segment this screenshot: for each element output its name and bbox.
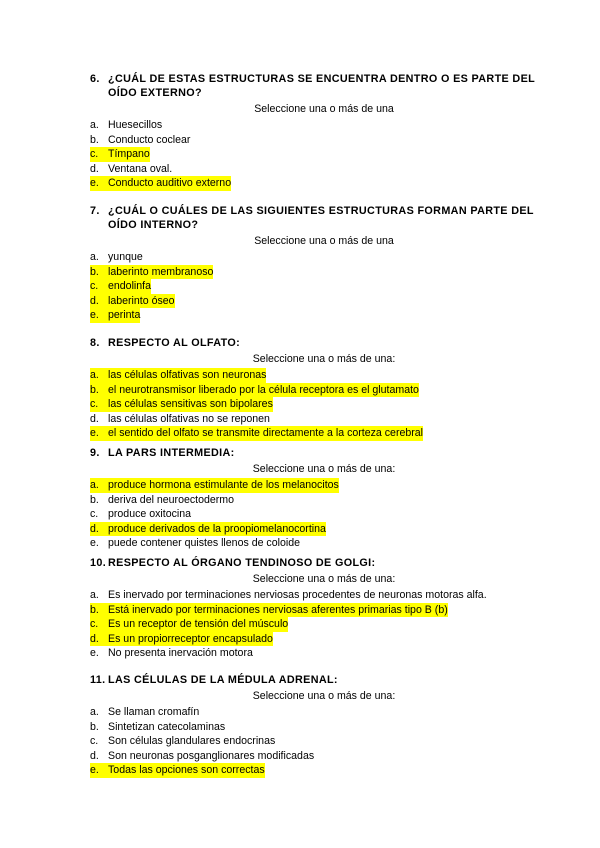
option-letter: b. — [90, 493, 99, 506]
question-title: RESPECTO AL OLFATO: — [108, 337, 241, 349]
option-b — [90, 265, 540, 280]
option-letter: a. — [90, 706, 99, 718]
question-9 — [90, 446, 540, 551]
question-heading — [90, 673, 540, 687]
option-a — [90, 118, 540, 133]
option-a — [90, 705, 540, 720]
option-text: Es un receptor de tensión del músculo — [108, 618, 289, 631]
option-text: laberinto membranoso — [108, 265, 214, 278]
option-text: Es inervado por terminaciones nerviosas procedentes de neuronas motoras alfa. — [108, 589, 487, 601]
option-c — [90, 279, 540, 294]
option-letter: e. — [90, 537, 99, 550]
option-letter: b. — [90, 603, 108, 618]
question-heading — [90, 204, 540, 232]
question-8 — [90, 336, 540, 441]
option-a — [90, 588, 540, 603]
option-b — [90, 493, 540, 508]
option-b — [90, 133, 540, 148]
option-text: el sentido del olfato se transmite directamente a la corteza cerebral — [108, 427, 424, 440]
option-text: Se llaman cromafín — [108, 706, 200, 718]
option-text: las células sensitivas son bipolares — [108, 398, 273, 411]
question-7 — [90, 204, 540, 323]
question-11 — [90, 673, 540, 778]
question-heading — [90, 556, 540, 570]
option-text: laberinto óseo — [108, 294, 175, 307]
option-e — [90, 536, 540, 551]
option-letter: e. — [90, 426, 108, 441]
question-heading — [90, 446, 540, 460]
option-e — [90, 308, 540, 323]
instruction-text: Seleccione una o más de una: — [252, 463, 396, 475]
option-letter: d. — [90, 162, 99, 175]
question-10 — [90, 556, 540, 661]
instruction-text: Seleccione una o más de una: — [252, 690, 396, 702]
option-c — [90, 734, 540, 749]
option-d — [90, 749, 540, 764]
option-letter: b. — [90, 265, 108, 280]
option-letter: a. — [90, 589, 99, 601]
option-letter: c. — [90, 617, 108, 632]
option-e — [90, 426, 540, 441]
question-number: 10. — [90, 557, 107, 569]
option-text: Ventana oval. — [108, 162, 173, 175]
option-text: endolinfa — [108, 280, 152, 293]
instruction-text: Seleccione una o más de una: — [252, 573, 396, 585]
option-letter: e. — [90, 647, 99, 660]
option-letter: b. — [90, 133, 99, 146]
question-title: LA PARS INTERMEDIA: — [108, 447, 235, 459]
option-d — [90, 294, 540, 309]
question-heading — [90, 336, 540, 350]
option-letter: c. — [90, 397, 108, 412]
question-number: 11. — [90, 674, 106, 686]
option-text: produce oxitocina — [108, 508, 192, 521]
option-letter: a. — [90, 478, 108, 493]
option-letter: a. — [90, 119, 99, 131]
option-a — [90, 368, 540, 383]
option-text: deriva del neuroectodermo — [108, 493, 235, 506]
question-title: ¿CUÁL O CUÁLES DE LAS SIGUIENTES ESTRUCTURAS FORMAN PARTE DEL OÍDO INTERNO? — [108, 205, 534, 231]
option-letter: e. — [90, 763, 108, 778]
option-c — [90, 507, 540, 522]
question-title: RESPECTO AL ÓRGANO TENDINOSO DE GOLGI: — [108, 557, 376, 569]
option-e — [90, 763, 540, 778]
option-text: puede contener quistes llenos de coloide — [108, 537, 301, 550]
option-text: las células olfativas son neuronas — [108, 369, 267, 381]
option-text: perinta — [108, 309, 141, 322]
question-title: LAS CÉLULAS DE LA MÉDULA ADRENAL: — [108, 674, 338, 686]
option-text: Sintetizan catecolaminas — [108, 720, 226, 733]
option-b — [90, 720, 540, 735]
option-c — [90, 147, 540, 162]
option-d — [90, 162, 540, 177]
instruction-text: Seleccione una o más de una — [254, 103, 394, 115]
question-6 — [90, 72, 540, 191]
option-letter: b. — [90, 383, 108, 398]
option-a — [90, 250, 540, 265]
option-text: produce derivados de la proopiomelanocortina — [108, 522, 326, 535]
option-letter: c. — [90, 279, 108, 294]
option-letter: d. — [90, 294, 108, 309]
question-number: 7. — [90, 205, 100, 217]
option-letter: e. — [90, 176, 108, 191]
option-text: Tímpano — [108, 148, 150, 161]
option-d — [90, 412, 540, 427]
option-a — [90, 478, 540, 493]
option-text: Está inervado por terminaciones nerviosas aferentes primarias tipo B (b) — [108, 603, 448, 616]
option-letter: d. — [90, 749, 99, 762]
option-text: Conducto auditivo externo — [108, 177, 232, 190]
option-c — [90, 617, 540, 632]
option-letter: d. — [90, 632, 108, 647]
option-letter: c. — [90, 508, 99, 521]
option-text: Todas las opciones son correctas — [108, 764, 265, 777]
question-heading — [90, 72, 540, 100]
option-text: el neurotransmisor liberado por la célula receptora es el glutamato — [108, 383, 419, 396]
option-letter: d. — [90, 522, 108, 537]
option-text: las células olfativas no se reponen — [108, 412, 270, 425]
option-text: Conducto coclear — [108, 133, 191, 146]
question-title: ¿CUÁL DE ESTAS ESTRUCTURAS SE ENCUENTRA DENTRO O ES PARTE DEL OÍDO EXTERNO? — [108, 73, 535, 99]
option-b — [90, 603, 540, 618]
option-e — [90, 176, 540, 191]
option-letter: d. — [90, 412, 99, 425]
instruction-text: Seleccione una o más de una: — [252, 353, 396, 365]
option-text: Son células glandulares endocrinas — [108, 735, 276, 748]
option-text: yunque — [108, 251, 143, 263]
option-letter: e. — [90, 308, 108, 323]
option-letter: c. — [90, 147, 108, 162]
option-d — [90, 522, 540, 537]
option-b — [90, 383, 540, 398]
question-number: 9. — [90, 447, 100, 459]
question-number: 6. — [90, 73, 100, 85]
option-letter: a. — [90, 251, 99, 263]
option-letter: b. — [90, 720, 99, 733]
option-e — [90, 646, 540, 661]
option-text: Es un propiorreceptor encapsulado — [108, 632, 273, 645]
option-letter: a. — [90, 368, 108, 383]
option-c — [90, 397, 540, 412]
option-text: produce hormona estimulante de los melanocitos — [108, 479, 339, 491]
question-number: 8. — [90, 337, 100, 349]
option-text: Huesecillos — [108, 119, 163, 131]
instruction-text: Seleccione una o más de una — [254, 235, 394, 247]
option-text: Son neuronas posganglionares modificadas — [108, 749, 315, 762]
option-d — [90, 632, 540, 647]
option-letter: c. — [90, 735, 99, 748]
option-text: No presenta inervación motora — [108, 647, 253, 660]
